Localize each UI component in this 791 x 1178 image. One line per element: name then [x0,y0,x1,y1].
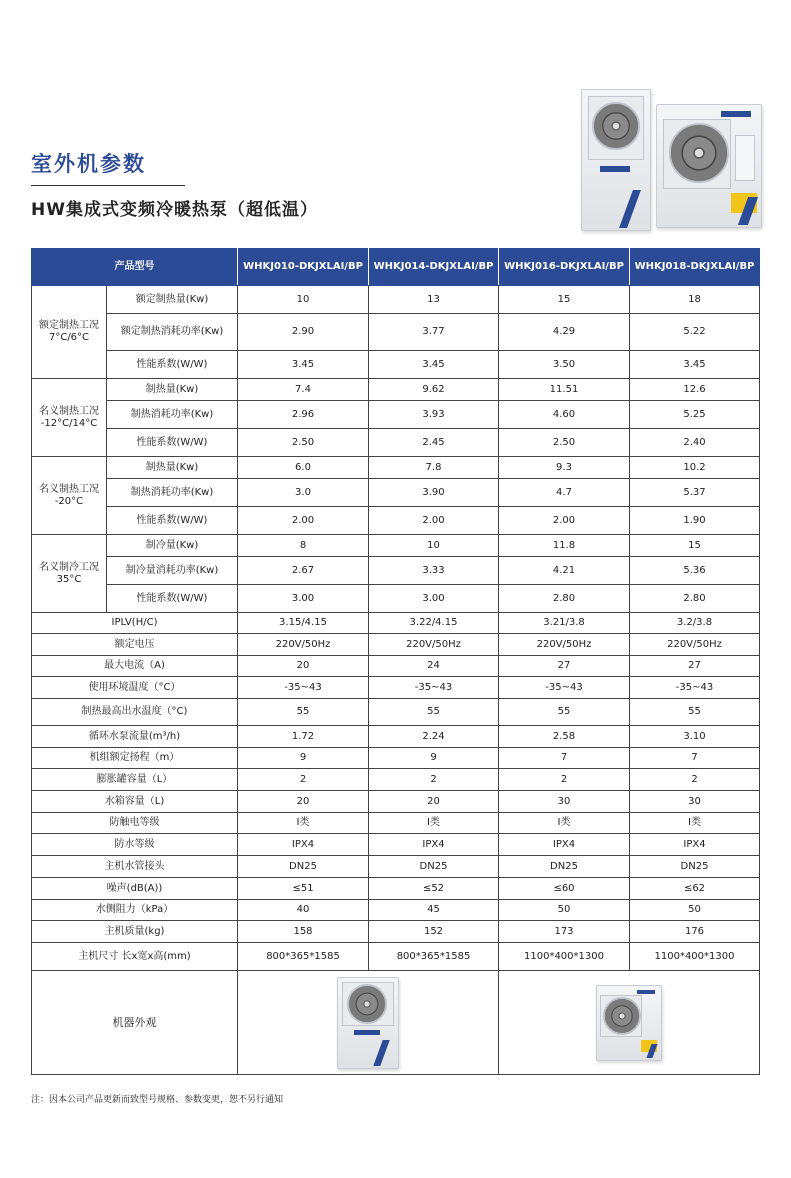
cell-value: 3.22/4.15 [369,613,499,634]
cell-value: 15 [630,535,760,557]
cell-value: 2.24 [369,726,499,748]
row-label: 制冷量(Kw) [107,535,238,557]
cell-value: 4.7 [499,479,630,507]
row-label: 机组额定扬程（m） [32,748,238,769]
table-row [32,507,760,535]
row-label: 主机尺寸 长x宽x高(mm) [32,943,238,971]
row-label: 性能系数(W/W) [107,585,238,613]
row-label: IPLV(H/C) [32,613,238,634]
condition-group-line: -20°C [54,495,84,507]
cell-value: 20 [238,791,369,813]
cell-value: 20 [369,791,499,813]
row-label: 防触电等级 [32,813,238,834]
row-label: 性能系数(W/W) [107,429,238,457]
cell-value: 3.45 [630,351,760,379]
cell-value: -35~43 [630,677,760,699]
cell-value: 152 [369,921,499,943]
table-row [32,726,760,748]
page-subtitle: HW集成式变频冷暖热泵（超低温） [31,200,318,220]
cell-value: DN25 [630,856,760,878]
cell-value: -35~43 [499,677,630,699]
cell-value: 176 [630,921,760,943]
cell-value: -35~43 [238,677,369,699]
cell-value: 2.00 [499,507,630,535]
cell-value: 6.0 [238,457,369,479]
cell-value: 3.90 [369,479,499,507]
cell-value: 3.21/3.8 [499,613,630,634]
wide-unit-image [596,985,662,1061]
table-row [32,401,760,429]
cell-value: 3.77 [369,314,499,351]
table-row [32,613,760,634]
cell-value: 4.29 [499,314,630,351]
row-label: 制热最高出水温度（°C) [32,699,238,726]
table-row [32,856,760,878]
footnote: 注：因本公司产品更新而致型号规格、参数变更，恕不另行通知 [31,1095,284,1105]
cell-value: 40 [238,900,369,921]
cell-value: 2 [499,769,630,791]
cell-value: 2 [238,769,369,791]
cell-value: DN25 [369,856,499,878]
cell-value: 2.00 [369,507,499,535]
appearance-cell [499,971,760,1075]
spec-table [31,248,760,1075]
cell-value: 8 [238,535,369,557]
condition-group-line: 名义制冷工况 [39,561,99,573]
condition-group-line: -12°C/14°C [40,417,98,429]
table-row [32,314,760,351]
cell-value: 3.10 [630,726,760,748]
row-label: 额定制热消耗功率(Kw) [107,314,238,351]
row-label: 循环水泵流量(m³/h) [32,726,238,748]
cell-value: 20 [238,656,369,677]
cell-value: 158 [238,921,369,943]
row-label: 主机质量(kg) [32,921,238,943]
cell-value: -35~43 [369,677,499,699]
cell-value: 3.2/3.8 [630,613,760,634]
condition-group-label [32,379,107,457]
cell-value: 4.21 [499,557,630,585]
table-row [32,748,760,769]
row-label: 额定制热量(Kw) [107,286,238,314]
row-label: 制热消耗功率(Kw) [107,479,238,507]
cell-value: 12.6 [630,379,760,401]
cell-value: ≤62 [630,878,760,900]
table-row [32,900,760,921]
cell-value: 7 [499,748,630,769]
row-label: 水侧阻力（kPa） [32,900,238,921]
cell-value: 3.45 [238,351,369,379]
cell-value: 10.2 [630,457,760,479]
cell-value: 2.80 [499,585,630,613]
cell-value: 9 [238,748,369,769]
cell-value: I类 [369,813,499,834]
fan-icon [347,984,387,1024]
condition-group-label [32,535,107,613]
cell-value: 5.37 [630,479,760,507]
cell-value: 50 [499,900,630,921]
cell-value: 11.8 [499,535,630,557]
cell-value: IPX4 [238,834,369,856]
row-label: 使用环境温度（°C） [32,677,238,699]
cell-value: 220V/50Hz [630,634,760,656]
cell-value: 5.25 [630,401,760,429]
cell-value: 11.51 [499,379,630,401]
cell-value: 2.90 [238,314,369,351]
cell-value: 3.50 [499,351,630,379]
cell-value: 2.96 [238,401,369,429]
cell-value: 1.90 [630,507,760,535]
table-row [32,791,760,813]
cell-value: 9.3 [499,457,630,479]
cell-value: 3.00 [369,585,499,613]
cell-value: DN25 [499,856,630,878]
cell-value: 1.72 [238,726,369,748]
cell-value: 3.45 [369,351,499,379]
cell-value: 50 [630,900,760,921]
table-row [32,351,760,379]
cell-value: 7.8 [369,457,499,479]
cell-value: 7 [630,748,760,769]
row-label: 膨胀罐容量（L） [32,769,238,791]
table-row [32,535,760,557]
table-row [32,634,760,656]
cell-value: 55 [630,699,760,726]
table-row [32,813,760,834]
cell-value: 55 [369,699,499,726]
cell-value: 2.00 [238,507,369,535]
cell-value: I类 [499,813,630,834]
condition-group-line: 额定制热工况 [39,320,99,331]
cell-value: 4.60 [499,401,630,429]
condition-group-label [32,286,107,379]
cell-value: 55 [499,699,630,726]
cell-value: IPX4 [369,834,499,856]
cell-value: 30 [499,791,630,813]
table-header-row [32,249,760,286]
condition-group-line: 名义制热工况 [39,405,99,417]
page-title: 室外机参数 [31,152,146,176]
cell-value: 800*365*1585 [238,943,369,971]
row-label: 机器外观 [32,971,238,1075]
fan-icon [669,123,729,183]
cell-value: 173 [499,921,630,943]
cell-value: 3.15/4.15 [238,613,369,634]
cell-value: 2.67 [238,557,369,585]
model-name: WHKJ010-DKJXLAI/BP [238,249,369,286]
model-name: WHKJ014-DKJXLAI/BP [369,249,499,286]
model-name: WHKJ018-DKJXLAI/BP [630,249,760,286]
row-label: 最大电流（A) [32,656,238,677]
cell-value: 10 [369,535,499,557]
cell-value: DN25 [238,856,369,878]
model-name: WHKJ016-DKJXLAI/BP [499,249,630,286]
condition-group-line: 名义制热工况 [39,483,99,495]
cell-value: 800*365*1585 [369,943,499,971]
row-label: 制热消耗功率(Kw) [107,401,238,429]
table-row [32,557,760,585]
cell-value: 220V/50Hz [369,634,499,656]
cell-value: 2.80 [630,585,760,613]
cell-value: 3.00 [238,585,369,613]
table-row [32,699,760,726]
table-row [32,943,760,971]
cell-value: 27 [499,656,630,677]
cell-value: 27 [630,656,760,677]
condition-group-line: 7°C/6°C [48,332,90,343]
cell-value: IPX4 [630,834,760,856]
cell-value: 45 [369,900,499,921]
row-label: 水箱容量（L) [32,791,238,813]
table-row [32,479,760,507]
cell-value: 9.62 [369,379,499,401]
cell-value: 3.33 [369,557,499,585]
row-label: 制热量(Kw) [107,379,238,401]
table-row [32,429,760,457]
fan-icon [592,102,640,150]
cell-value: 220V/50Hz [238,634,369,656]
cell-value: 3.93 [369,401,499,429]
cell-value: 2 [630,769,760,791]
tall-unit-image-top [581,89,651,231]
row-label: 噪声(dB(A)) [32,878,238,900]
cell-value: ≤60 [499,878,630,900]
row-label: 性能系数(W/W) [107,351,238,379]
cell-value: 9 [369,748,499,769]
table-row [32,834,760,856]
cell-value: 2.40 [630,429,760,457]
cell-value: 2 [369,769,499,791]
cell-value: 13 [369,286,499,314]
condition-group-line: 35°C [56,573,82,585]
table-row [32,585,760,613]
cell-value: 220V/50Hz [499,634,630,656]
cell-value: IPX4 [499,834,630,856]
cell-value: I类 [238,813,369,834]
condition-group-label [32,457,107,535]
cell-value: ≤52 [369,878,499,900]
appearance-cell [238,971,499,1075]
row-label: 额定电压 [32,634,238,656]
cell-value: 2.58 [499,726,630,748]
cell-value: 24 [369,656,499,677]
wide-unit-image-top [656,104,762,228]
table-row [32,656,760,677]
cell-value: 3.0 [238,479,369,507]
cell-value: 55 [238,699,369,726]
model-header-label: 产品型号 [32,249,238,286]
table-row [32,677,760,699]
table-row [32,286,760,314]
appearance-row [32,971,760,1075]
cell-value: 1100*400*1300 [499,943,630,971]
cell-value: 2.50 [499,429,630,457]
cell-value: 5.36 [630,557,760,585]
row-label: 主机水管接头 [32,856,238,878]
table-row [32,457,760,479]
table-row [32,921,760,943]
fan-icon [603,997,641,1035]
cell-value: 5.22 [630,314,760,351]
row-label: 制热量(Kw) [107,457,238,479]
tall-unit-image [337,977,399,1069]
cell-value: 15 [499,286,630,314]
cell-value: 18 [630,286,760,314]
row-label: 性能系数(W/W) [107,507,238,535]
cell-value: 1100*400*1300 [630,943,760,971]
cell-value: 2.45 [369,429,499,457]
table-row [32,878,760,900]
row-label: 防水等级 [32,834,238,856]
cell-value: 2.50 [238,429,369,457]
cell-value: 30 [630,791,760,813]
title-divider [31,185,185,186]
cell-value: ≤51 [238,878,369,900]
cell-value: I类 [630,813,760,834]
row-label: 制冷量消耗功率(Kw) [107,557,238,585]
table-row [32,769,760,791]
table-row [32,379,760,401]
cell-value: 7.4 [238,379,369,401]
cell-value: 10 [238,286,369,314]
